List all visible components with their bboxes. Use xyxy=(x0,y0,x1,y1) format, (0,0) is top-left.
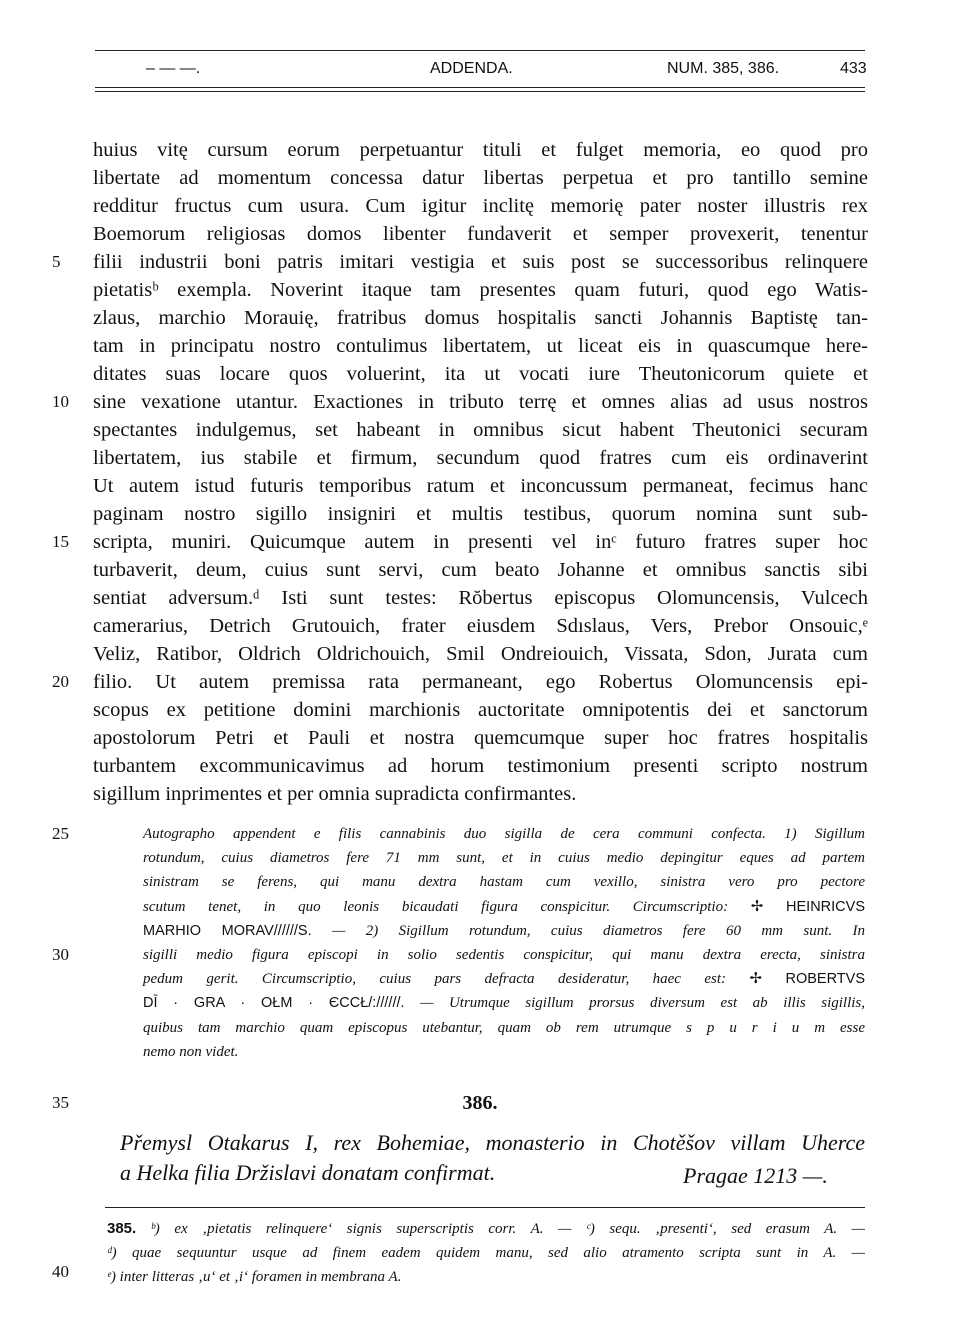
note-text: pedum gerit. Circumscriptio, cuius pars defracta desideratur, haec est: xyxy=(143,971,727,988)
header-section-title: ADDENDA. xyxy=(430,60,513,77)
text-line: scopus ex petitione domini marchionis auctoritate omnipotentis dei et sanctorum xyxy=(93,699,868,721)
note-line xyxy=(143,895,865,919)
regest-line: a Helka filia Držislavi donatam confirmat. xyxy=(120,1160,496,1185)
note-line: rotundum, cuius diametros fere 71 mm sunt, et in cuius medio depingitur eques ad partem xyxy=(143,850,865,867)
seal-description-note xyxy=(143,822,865,1064)
text-line: libertate ad momentum concessa datur libertas perpetua et pro tantillo semine xyxy=(93,167,868,189)
footnote-rule xyxy=(105,1207,865,1208)
text-line: filii industrii boni patris imitari vestigia et suis post se successoribus relinquere xyxy=(93,251,868,273)
header-bottom-rule-2 xyxy=(95,91,865,92)
header-document-numbers: NUM. 385, 386. xyxy=(667,60,780,77)
note-line xyxy=(143,967,865,991)
text-line: huius vitę cursum eorum perpetuantur tituli et fulget memoria, eo quod pro xyxy=(93,139,868,161)
seal-legend: ROBERTVS xyxy=(785,971,866,988)
note-line: nemo non videt. xyxy=(143,1043,239,1060)
header-dashes: – — —. xyxy=(146,60,201,77)
line-number: 35 xyxy=(52,1093,69,1112)
line-number: 20 xyxy=(52,672,69,691)
seal-legend: MARHIO MORAV//////S. xyxy=(143,922,312,939)
cross-icon: ✢ xyxy=(750,898,764,915)
text-line: scripta, muniri. Quicumque autem in presenti vel inᶜ futuro fratres super hoc xyxy=(93,531,868,553)
text-line: zlaus, marchio Morauię, fratribus domus hospitalis sancti Johannis Baptistę tan- xyxy=(93,307,868,329)
line-number: 40 xyxy=(52,1262,69,1281)
text-line: libertatem, ius stabile et firmum, secundum quod fratres cum eis ordinaverint xyxy=(93,447,868,469)
footnote-line: ᵉ) inter litteras ‚u‘ et ‚i‘ foramen in membrana A. xyxy=(107,1269,402,1285)
note-line: sigilli medio figura episcopi in solio sedentis conspicitur, qui manu dextra erecta, sinistra xyxy=(143,946,865,963)
note-line xyxy=(143,919,865,943)
cross-icon: ✢ xyxy=(749,971,763,988)
note-line: Autographo appendent e filis cannabinis duo sigilla de cera communi confecta. 1) Sigillum xyxy=(143,826,865,842)
line-number: 10 xyxy=(52,392,69,411)
text-line: sine vexatione utantur. Exactiones in tributo terrę et omnes alias ad usus nostros xyxy=(93,391,868,413)
footnote-line xyxy=(107,1217,865,1241)
text-line: redditur fructus cum usura. Cum igitur inclitę memorię pater noster illustris rex xyxy=(93,195,868,217)
text-line: ditates suas locare quos voluerint, ita ut vocati iure Theutonicorum quiete et xyxy=(93,363,868,385)
note-line: quibus tam marchio quam episcopus utebantur, quam ob rem utrumque s p u r i u m esse xyxy=(143,1019,865,1036)
line-number: 25 xyxy=(52,824,69,843)
text-line: filio. Ut autem premissa rata permaneant, ego Robertus Olomuncensis epi- xyxy=(93,671,868,693)
header-top-rule xyxy=(95,50,865,51)
text-line: apostolorum Petri et Pauli et nostra quemcumque super hoc fratres hospitalis xyxy=(93,727,868,749)
regest-line: Přemysl Otakarus I, rex Bohemiae, monasterio in Chotěšov villam Uherce xyxy=(120,1130,865,1155)
line-number: 30 xyxy=(52,945,69,964)
text-line: paginam nostro sigillo insigniri et multis testibus, quorum nomina sunt sub- xyxy=(93,503,868,525)
note-text: scutum tenet, in quo leonis bicaudati figura conspicitur. Circumscriptio: xyxy=(143,898,729,915)
text-line: turbantem excommunicavimus ad horum testimonium presenti scripto nostrum xyxy=(93,755,868,777)
line-number: 15 xyxy=(52,532,69,551)
header-bottom-rule xyxy=(95,87,865,88)
footnote-line: ᵈ) quae sequuntur usque ad finem eadem quidem manu, sed alio atramento scripta sunt in A. — xyxy=(107,1245,865,1261)
note-line xyxy=(143,991,865,1015)
text-line: Ut autem istud futuris temporibus ratum et inconcussum permaneat, fecimus hanc xyxy=(93,475,868,497)
note-text: — 2) Sigillum rotundum, cuius diametros fere 60 mm sunt. In xyxy=(332,922,866,939)
footnote-text: ᵇ) ex ‚pietatis relinquere‘ signis superscriptis corr. A. — ᶜ) sequ. ‚presenti‘, sed erasum A. — xyxy=(150,1221,865,1237)
document-number: 386. xyxy=(462,1092,498,1114)
note-line: sinistram se ferens, qui manu dextra hastam cum vexillo, sinistra vero pro pectore xyxy=(143,874,865,891)
text-line: sentiat adversum.ᵈ Isti sunt testes: Rŏbertus episcopus Olomuncensis, Vulcech xyxy=(93,587,868,609)
document-date: Pragae 1213 —. xyxy=(683,1163,828,1188)
text-line: Boemorum religiosas domos libenter fundaverit et semper provexerit, tenentur xyxy=(93,223,868,245)
seal-legend: DĪ · GRA · OŁM · ЄCCŁ/://////. xyxy=(143,995,405,1012)
line-number: 5 xyxy=(52,252,61,271)
page-number: 433 xyxy=(840,60,867,77)
text-line: tam in principatu nostro contulimus libertatem, ut liceat eis in quascumque here- xyxy=(93,335,868,357)
text-line: spectantes indulgemus, set habeant in omnibus sicut habent Theutonici securam xyxy=(93,419,868,441)
text-line: turbaverit, deum, cuius sunt servi, cum beato Johanne et omnibus sanctis sibi xyxy=(93,559,868,581)
text-line: sigillum inprimentes et per omnia supradicta confirmantes. xyxy=(93,783,577,805)
text-line: Veliz, Ratibor, Oldrich Oldrichouich, Smil Ondreiouich, Vissata, Sdon, Jurata cum xyxy=(93,643,868,665)
running-header xyxy=(140,60,870,84)
footnotes xyxy=(107,1217,865,1289)
seal-legend: HEINRICVS xyxy=(786,898,865,915)
text-line: camerarius, Detrich Grutouich, frater eiusdem Sdıslaus, Vers, Prebor Onsouic,ᵉ xyxy=(93,615,868,637)
note-text: — Utrumque sigillum prorsus diversum est ab illis sigillis, xyxy=(420,995,865,1012)
text-line: pietatisᵇ exempla. Noverint itaque tam presentes quam futuri, quod ego Watis- xyxy=(93,279,868,301)
charter-text xyxy=(93,136,868,808)
footnote-doc-number: 385. xyxy=(107,1220,137,1237)
